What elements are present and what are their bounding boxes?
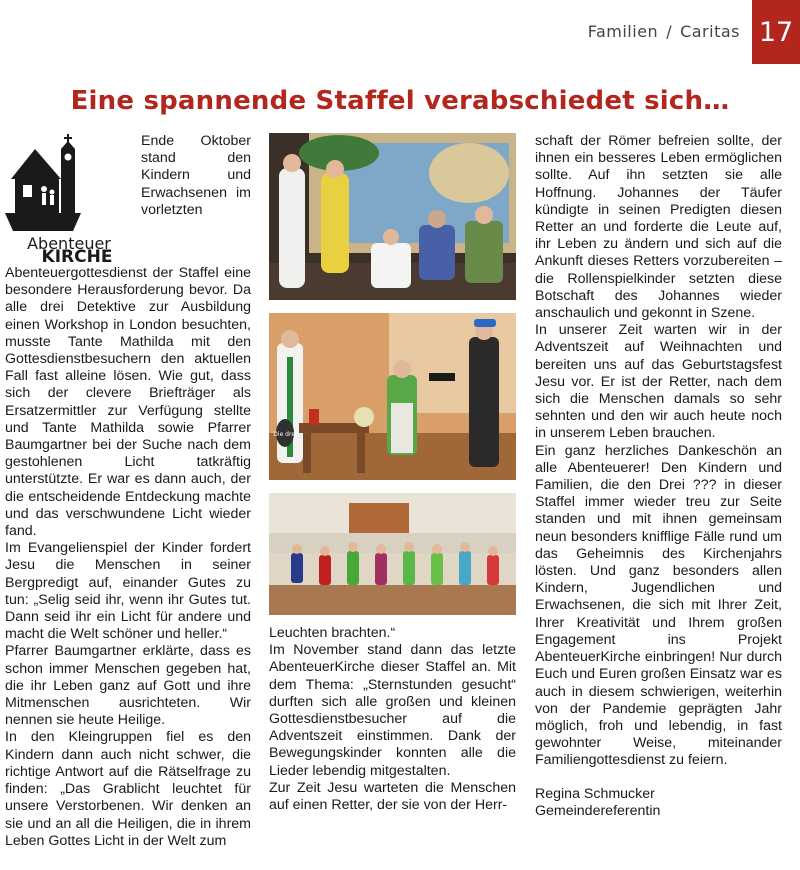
paragraph: Pfarrer Baumgartner erklärte, dass es schon immer Menschen gegeben hat, die ihr Leben ganz auf Gott und ihre Mitmenschen ausrichteten. Wir nennen sie heute Heilige.: [5, 643, 251, 729]
section-separator: /: [666, 21, 673, 41]
paragraph: schaft der Römer befreien sollte, der ihnen ein besseres Leben ermöglichen sollte. Auf ihn setzten sie alle Hoffnung. Johannes der Täufer kündigte in seinen Predigten diesen Retter an und forderte die Leute auf, ihr Leben zu ändern und sich auf die Ankunft dieses Retters vorzubereiten – die Rollenspielkinder setzten diese Botschaft des Johannes wieder anschaulich und gekonnt in Szene.: [535, 133, 782, 322]
photo-badge-text: Die drei: [273, 431, 297, 438]
photo-children-dancing: [269, 493, 516, 615]
photo-service-altar: [269, 313, 516, 480]
author-name: Regina Schmucker: [535, 785, 655, 802]
section-label-caritas: Caritas: [680, 21, 740, 41]
paragraph: Ein ganz herzliches Dankeschön an alle Abenteuerer! Den Kindern und Familien, die den Drei ??? in dieser Staffel immer wieder treu zur Seite standen und mit ihnen gemeinsam neun besonders knifflige Fälle rund um das Geheimnis des Kirchenjahrs lösten. Und ganz besonders allen Kindern, Jugendlichen und Erwachsenen, die sich mit Ihrer Zeit, Ihrer Kreativität und Ihrem großen Engagement ins Projekt AbenteuerKirche einbringen! Nur durch Euch und Euren großen Einsatz war es auch in diesem schwierigen, weiterhin von der Pandemie geprägten Jahr möglich, froh und lebendig, in fast gewohnter Weise, miteinander Familiengottesdienst zu feiern.: [535, 442, 782, 769]
section-label-familien: Familien: [587, 21, 659, 41]
page-number: 17: [752, 0, 800, 64]
paragraph: Zur Zeit Jesu warteten die Menschen auf einen Retter, der sie von der Herr-: [269, 779, 516, 814]
paragraph: Im Evangelienspiel der Kinder fordert Jesu die Menschen in seiner Bergpredigt auf, einander Gutes zu tun: „Selig seid ihr, wenn ihr Gutes tut. Dann seid ihr ein Licht für andere und macht die Welt schöner und heller.“: [5, 540, 251, 643]
article-column-3: [535, 133, 782, 820]
author-role: Gemeindereferentin: [535, 802, 661, 819]
abenteuer-kirche-logo: [5, 133, 133, 263]
article-title: Eine spannende Staffel verabschiedet sich…: [70, 86, 730, 116]
logo-text-kirche: KIRCHE: [41, 247, 113, 263]
paragraph: Im November stand dann das letzte AbenteuerKirche dieser Staffel an. Mit dem Thema: „Sternstunden gesucht“ durften sich alle großen und kleinen Gottesdienstbesucher auf die Adventszeit einstimmen. Dank der Bewegungskinder konnten alle die Lieder lebendig mitgestalten.: [269, 642, 516, 779]
photo-nativity-play: [269, 133, 516, 300]
paragraph: Leuchten brachten.“: [269, 625, 396, 641]
article-column-1: [5, 133, 251, 850]
paragraph: In den Kleingruppen fiel es den Kindern dann auch nicht schwer, die richtige Antwort auf die Rätselfrage zu finden: „Das Grablicht leuchtet für unsere Verstorbenen. Wir denken an sie und an all die Heiligen, die in ihrem Leben Gottes Licht in der Welt zum: [5, 729, 251, 849]
section-header: [588, 0, 752, 62]
paragraph: Ende Oktober stand den Kindern und Erwachsenen im vorletzten Abenteuergottesdienst der Staffel eine besondere Herausforderung bevor. Da alle drei Detektive zur Ausbildung einen Workshop in London besuchten, musste Tante Mathilda mit den Gottesdienstbesuchern den aktuellen Fall fast alleine lösen. Wie gut, dass sich der clevere Briefträger als Ersatzermittler zur Verfügung stellte und Tante Mathilda sowie Pfarrer Baumgartner bei der Suche nach dem gestohlenen Licht tatkräftig unterstützte. Er war es dann auch, der die entscheidende Entdeckung machte und das verschwundene Licht wieder fand.: [5, 133, 251, 540]
paragraph: In unserer Zeit warten wir in der Adventszeit auf Weihnachten und bereiten uns auf das Geburtstagsfest Jesu vor. Er ist der Retter, nach dem sich die Menschen damals so sehr sehnten und den wir auch heute noch in unserem Leben brauchen.: [535, 322, 782, 442]
article-column-2: [269, 133, 516, 814]
logo-text-abenteuer: Abenteuer: [27, 234, 111, 253]
